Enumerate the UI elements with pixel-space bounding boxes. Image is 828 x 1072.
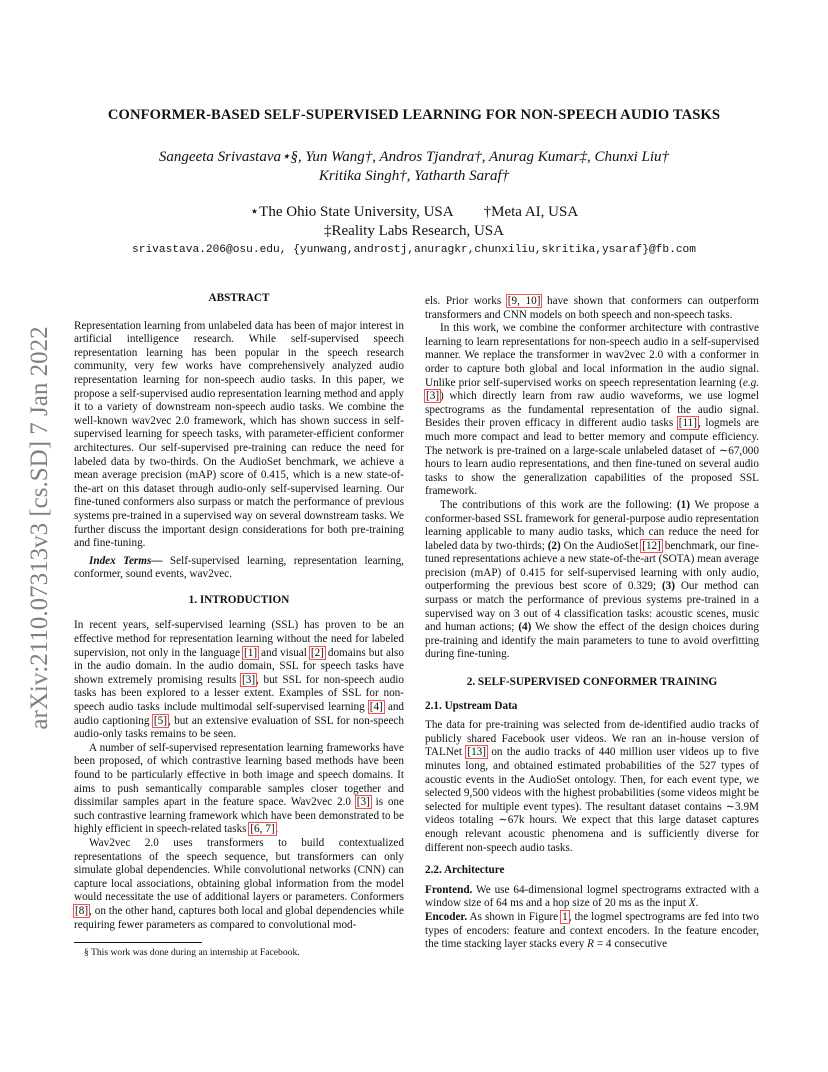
index-terms-label: Index Terms— — [89, 554, 163, 567]
citation-link[interactable]: [3] — [242, 673, 256, 686]
citation-link[interactable]: [1] — [244, 646, 258, 659]
citation-link[interactable]: [13] — [467, 746, 486, 759]
abstract-text: Representation learning from unlabeled data has been of major interest in artificial intelligence research. While self-supervised speech representation learning has been popular in the speech research community, very few works have comprehensively analyzed audio representation learning for non-speech audio tasks. In this paper, we propose a self-supervised audio representation learning method and apply it to a variety of downstream non-speech audio tasks. We combine the well-known wav2vec 2.0 framework, which has shown success in self-supervised learning for speech tasks, with parameter-efficient conformer architectures. Our self-supervised pre-training can reduce the need for labeled data by two-thirds. On the AudioSet benchmark, we achieve a mean average precision (mAP) score of 0.415, which is a new state-of-the-art on this dataset through audio-only self-supervised learning. Our fine-tuned conformers also surpass or match the performance of previous systems pre-trained in a supervised way on several downstream tasks. We further discuss the important design considerations for both pre-training and fine-tuning. — [74, 319, 404, 550]
citation-link[interactable]: [6, 7] — [250, 823, 275, 836]
section-1-heading: 1. INTRODUCTION — [188, 593, 290, 606]
citation-link[interactable]: [8] — [75, 904, 89, 917]
section-2-heading: 2. SELF-SUPERVISED CONFORMER TRAINING — [466, 676, 718, 689]
paper-title: CONFORMER-BASED SELF-SUPERVISED LEARNING FOR NON-SPEECH AUDIO TASKS — [107, 107, 721, 123]
intro-paragraph-3-continued: els. Prior works [9, 10] have shown that conformers can outperform transformers and CNN models on both speech and non-speech tasks. — [425, 295, 759, 321]
author-emails: srivastava.206@osu.edu, {yunwang,androstj,anuragkr,chunxiliu,skritika,ysaraf}@fb.com — [132, 244, 696, 256]
citation-link[interactable]: [9, 10] — [507, 295, 541, 307]
contributions-paragraph: The contributions of this work are the following: (1) We propose a conformer-based SSL framework for general-purpose audio representation learning applicable to many audio tasks, which can reduce the need for labeled data by two-thirds; (2) On the AudioSet [12] benchmark, our fine-tuned representations achieve a new state-of-the-art (SOTA) mean average precision (mAP) of 0.415 for self-supervised learning with only audio, outperforming the previous best score of 0.329; (3) Our method can surpass or match the performance of previous systems pre-trained in a supervised way on 3 out of 4 classification tasks: acoustic scenes, music and human actions; (4) We show the effect of the design choices during pre-training and identify the main parameters to tune to avoid overfitting during fine-tuning. — [425, 498, 760, 661]
footnote: § This work was done during an internship at Facebook. — [84, 947, 300, 959]
upstream-data-paragraph: The data for pre-training was selected from de-identified audio tracks of publicly shared Facebook user videos. We ran an in-house version of TALNet [13] on the audio tracks of 440 million user videos up to five minutes long, and obtained estimated probabilities of the 527 types of acoustic events in the AudioSet ontology. Then, for each event type, we selected 9,500 videos with the highest probabilities (some videos might be selected for multiple event types). The resultant dataset contains ∼3.9M videos totaling ∼67k hours. We expect that this large dataset captures enough relevant acoustic phenomena and is sufficiently diverse for different non-speech audio tasks. — [425, 719, 759, 854]
author-line-1: Sangeeta Srivastava⋆§, Yun Wang†, Andros Tjandra†, Anurag Kumar‡, Chunxi Liu† — [158, 149, 670, 165]
intro-paragraph-4: In this work, we combine the conformer architecture with contrastive learning to learn representations for non-speech audio in a self-supervised manner. We replace the transformer in wav2vec 2.0 with a conformer in order to capture both global and local information in the audio signal. Unlike prior self-supervised works on speech representation learning (e.g. [3]) which directly learn from raw audio waveforms, we use logmel spectrograms as the fundamental representation of the audio signal. Besides their proven efficacy in different audio tasks [11], logmels are much more compact and lead to better memory and compute efficiency. The network is pre-trained on a large-scale unlabeled dataset of ∼67,000 hours to learn audio representations, and then fine-tuned on several audio tasks to show the generalization capabilities of the proposed SSL framework. — [425, 322, 759, 498]
figure-link[interactable]: 1 — [562, 910, 568, 923]
right-column — [425, 295, 759, 952]
arxiv-sidebar-stamp — [20, 300, 60, 755]
author-list — [0, 148, 828, 186]
index-terms-text: Self-supervised learning, representation learning, conformer, sound events, wav2vec. — [74, 554, 404, 581]
citation-link[interactable]: [11] — [678, 417, 698, 430]
citation-link[interactable]: [12] — [642, 539, 661, 552]
left-column — [74, 292, 404, 959]
intro-paragraph-3: Wav2vec 2.0 uses transformers to build contextualized representations of the speech sequence, but transformers can only simulate global dependencies. While convolutional networks (CNN) can capture local associations, obtaining global information from the model would necessitate the use of additional layers or parameters. Conformers [8], on the other hand, captures both local and global dependencies while requiring fewer parameters as compared to convolutional mod- — [74, 836, 404, 931]
frontend-paragraph: Frontend. We use 64-dimensional logmel spectrograms extracted with a window size of 64 ms and a hop size of 20 ms as the input X. — [425, 883, 759, 910]
affiliation-line-2: ‡Reality Labs Research, USA — [324, 223, 504, 239]
citation-link[interactable]: [2] — [310, 646, 324, 659]
author-line-2: Kritika Singh†, Yatharth Saraf† — [318, 168, 510, 184]
footnote-rule — [74, 942, 202, 943]
citation-link[interactable]: [5] — [153, 714, 167, 727]
subsection-2-2-heading: 2.2. Architecture — [425, 864, 505, 877]
citation-link[interactable]: [3] — [356, 796, 370, 809]
abstract-heading: ABSTRACT — [208, 292, 270, 304]
intro-paragraph-1: In recent years, self-supervised learning (SSL) has proven to be an effective method for representation learning without the need for labeled supervision, not only in the language [1] and visual [2] domains but also in the audio domain. In the audio domain, SSL for speech tasks have shown extremely promising results [3], but SSL for non-speech audio tasks has been explored to a lesser extent. Examples of SSL for non-speech audio tasks include multimodal self-supervised learning [4] and audio captioning [5], but an extensive evaluation of SSL for non-speech audio-only tasks remains to be seen. — [74, 619, 405, 741]
index-terms — [74, 555, 404, 582]
citation-link[interactable]: [4] — [369, 701, 383, 714]
encoder-paragraph: Encoder. As shown in Figure 1, the logmel spectrograms are fed into two types of encoders: feature and context encoders. In the feature encoder, the time stacking layer stacks every R = 4 consecutive — [425, 910, 759, 951]
affiliation-line-1: ⋆The Ohio State University, USA †Meta AI, USA — [249, 204, 579, 220]
intro-paragraph-2: A number of self-supervised representation learning frameworks have been proposed, of which contrastive learning based methods have been found to be particularly effective in both image and speech domains. It aims to push semantically comparable samples closer together and dissimilar samples apart in the feature space. Wav2vec 2.0 [3] is one such contrastive learning framework which have been demonstrated to be highly efficient in speech-related tasks [6, 7]. — [74, 741, 404, 836]
arxiv-id: arXiv:2110.07313v3 [cs.SD] 7 Jan 2022 — [26, 325, 53, 730]
citation-link[interactable]: [3] — [426, 390, 440, 403]
subsection-2-1-heading: 2.1. Upstream Data — [425, 699, 518, 712]
affiliations — [0, 203, 828, 241]
